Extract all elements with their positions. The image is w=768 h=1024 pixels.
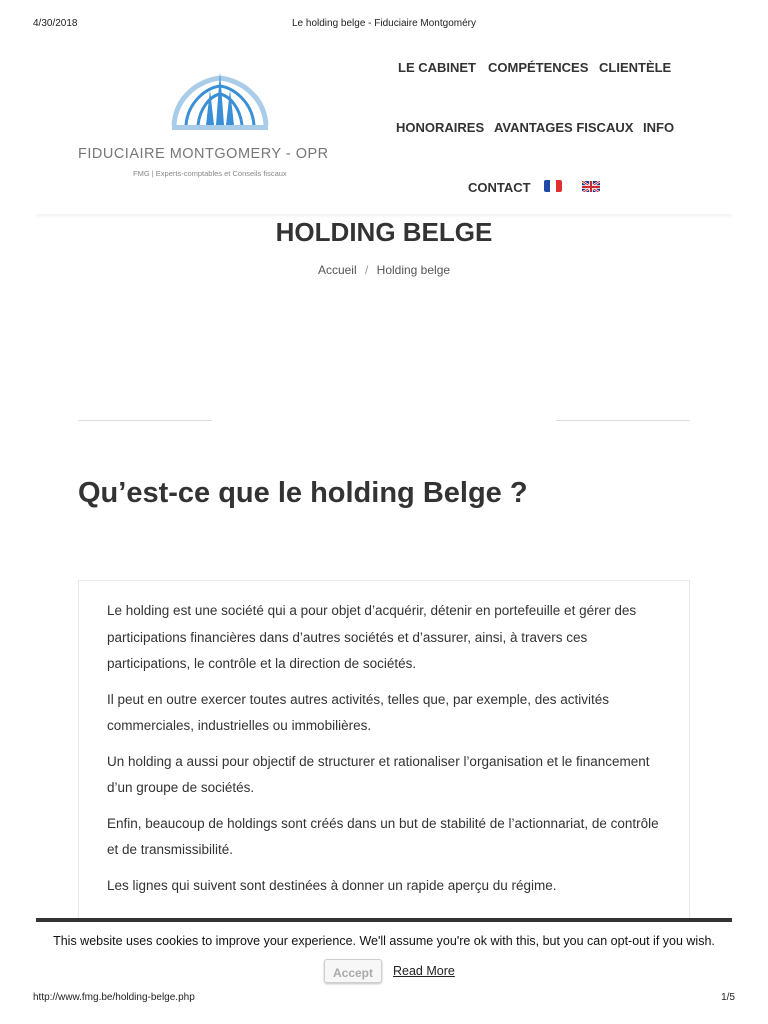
breadcrumb-separator: / xyxy=(364,263,369,277)
print-page-number: 1/5 xyxy=(721,992,735,1003)
paragraph: Enfin, beaucoup de holdings sont créés dans un but de stabilité de l’actionnariat, de contrôle et de transmissibilité. xyxy=(107,815,659,857)
breadcrumb-current: Holding belge xyxy=(376,263,451,277)
site-logo[interactable] xyxy=(78,70,368,185)
nav-info[interactable]: INFO xyxy=(643,120,675,135)
cookie-consent-bar xyxy=(36,918,732,992)
paragraph: Le holding est une société qui a pour objet d’acquérir, détenir en portefeuille et gérer des participations financières dans d’autres sociétés et d’assurer, ainsi, à travers ces participations, le contrôle et la direction de sociétés. xyxy=(107,603,637,671)
paragraph: Les lignes qui suivent sont destinées à donner un rapide aperçu du régime. xyxy=(107,877,557,893)
nav-contact[interactable]: CONTACT xyxy=(468,180,531,195)
breadcrumb-home-link[interactable]: Accueil xyxy=(317,263,357,277)
nav-honoraires[interactable]: HONORAIRES xyxy=(396,120,485,135)
accept-cookies-button[interactable]: Accept xyxy=(324,959,382,983)
divider-right xyxy=(556,420,690,421)
nav-avantages-fiscaux[interactable]: AVANTAGES FISCAUX xyxy=(494,120,634,135)
read-more-link[interactable]: Read More xyxy=(393,964,455,978)
paragraph: Il peut en outre exercer toutes autres activités, telles que, par exemple, des activités commerciales, industrielles ou immobilières. xyxy=(107,691,610,733)
nav-competences[interactable]: COMPÉTENCES xyxy=(488,60,589,75)
print-title: Le holding belge - Fiduciaire Montgoméry xyxy=(292,18,476,29)
nav-le-cabinet[interactable]: LE CABINET xyxy=(398,60,476,75)
print-date: 4/30/2018 xyxy=(33,18,78,29)
flag-fr-icon[interactable] xyxy=(544,180,562,192)
cookie-message: This website uses cookies to improve your experience. We'll assume you're ok with this, but you can opt-out if you wish. xyxy=(53,934,715,948)
logo-name: FIDUCIAIRE MONTGOMERY - OPR xyxy=(78,146,329,162)
flag-uk-icon[interactable] xyxy=(582,180,600,192)
logo-tagline: FMG | Experts-comptables et Conseils fiscaux xyxy=(133,169,287,178)
fountain-icon xyxy=(166,70,274,134)
divider-left xyxy=(78,420,212,421)
section-title: Qu’est-ce que le holding Belge ? xyxy=(78,477,528,509)
breadcrumb xyxy=(0,263,768,277)
page-title: HOLDING BELGE xyxy=(275,217,493,247)
content-box xyxy=(78,580,690,925)
paragraph: Un holding a aussi pour objectif de structurer et rationaliser l’organisation et le financement d’un groupe de sociétés. xyxy=(107,753,650,795)
nav-clientele[interactable]: CLIENTÈLE xyxy=(599,60,672,75)
print-url: http://www.fmg.be/holding-belge.php xyxy=(33,992,195,1003)
